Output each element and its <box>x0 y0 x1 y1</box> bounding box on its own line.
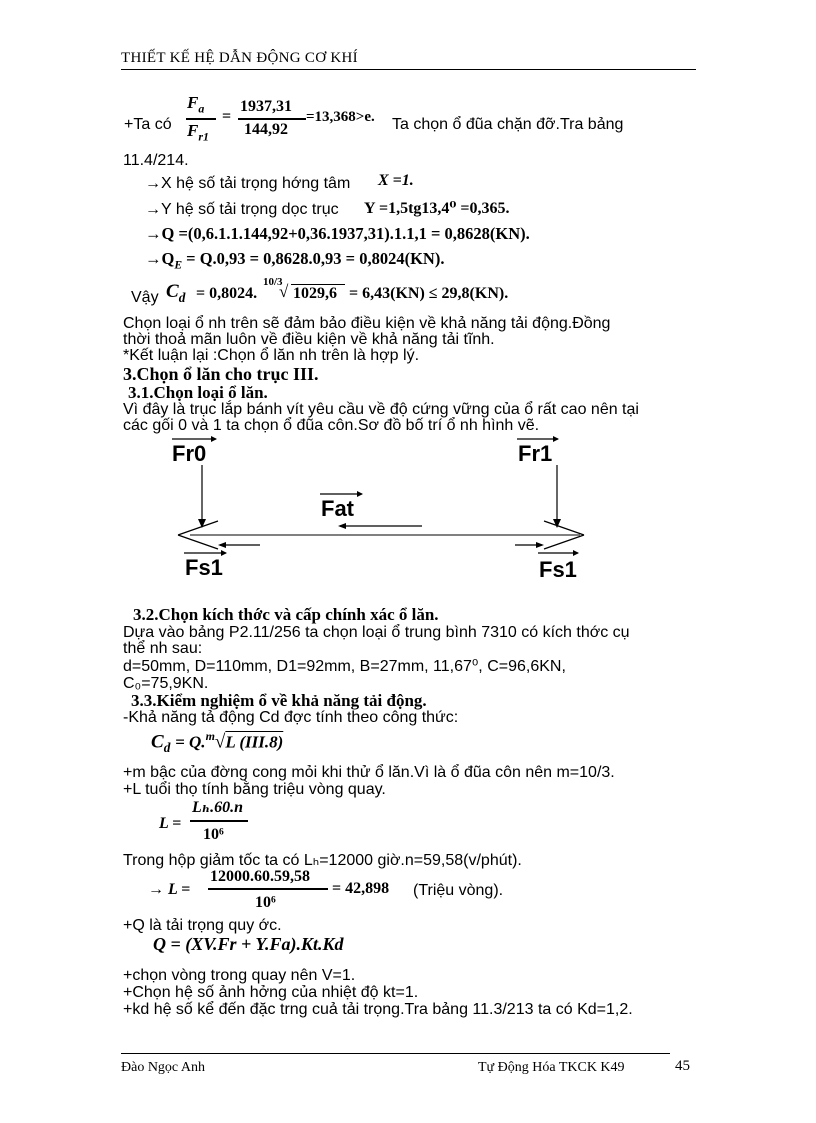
l-explanation: +L tuổi thọ tính bằng triệu vòng quay. <box>123 781 386 798</box>
fat-vector-tip <box>357 491 363 497</box>
cd-formula: $C_d = Q.^m√L$ (III.8) <box>151 729 284 756</box>
cd-symbol: $C_d$ <box>166 281 186 305</box>
root-sign: √ <box>279 282 289 301</box>
fr0-vector-tip <box>211 436 217 442</box>
section32-line1: Dựa vào bảng P2.11/256 ta chọn loại ổ trung bình 7310 có kích thớc cụ <box>123 624 630 641</box>
fs-right-arrow-head <box>536 542 544 548</box>
fs-right-vector-tip <box>573 550 579 556</box>
table-ref: 11.4/214. <box>123 152 189 169</box>
l-formula-lhs: L = <box>159 815 182 832</box>
fs-right-label: Fs1 <box>539 557 577 582</box>
l-calc-result: = 42,898 <box>332 880 390 897</box>
frac2-denominator: 144,92 <box>244 121 288 138</box>
para1-line3: *Kết luận lại :Chọn ổ lăn nh trên là hợp lý. <box>123 347 420 364</box>
cd-eq-part2: = 6,43(KN) ≤ 29,8(KN). <box>349 285 509 302</box>
kd-explanation: +kd hệ số kể đến đặc trng cuả tải trọng.Tra bảng 11.3/213 ta có Kd=1,2. <box>123 1001 633 1018</box>
fs-left-label: Fs1 <box>185 555 223 580</box>
section32-line3: d=50mm, D=110mm, D1=92mm, B=27mm, 11,67⁰, C=96,6KN, <box>123 658 566 675</box>
frac2-numerator: 1937,31 <box>240 98 292 115</box>
section32-title: 3.2.Chọn kích thớc và cấp chính xác ổ lăn. <box>133 605 439 624</box>
vay-label: Vậy <box>131 289 159 306</box>
fr1-denominator: $F_{r1}$ <box>187 121 209 144</box>
l-formula-bar <box>190 820 248 822</box>
l-calc-unit: (Triệu vòng). <box>413 882 504 899</box>
y-coefficient-eq: Y =1,5tg13,4⁰ =0,365. <box>364 200 510 217</box>
para1-line2: thời thoả mãn luôn về điều kiện về khả năng tải tĩnh. <box>123 331 495 348</box>
q-explanation: +Q là tải trọng quy ớc. <box>123 917 282 934</box>
cd-root-index: 10/3 <box>263 276 283 288</box>
section32-line2: thể nh sau: <box>123 640 203 657</box>
fr0-label: Fr0 <box>172 441 207 466</box>
ratio-conclusion: Ta chọn ổ đũa chặn đỡ.Tra bảng <box>392 116 624 133</box>
section3-para-line2: các gối 0 và 1 ta chọn ổ đũa côn.Sơ đồ bố trí ổ nh hình vẽ. <box>123 417 540 434</box>
footer-divider <box>121 1053 670 1054</box>
para1-line1: Chọn loại ổ nh trên sẽ đảm bảo điều kiện về khả năng tải động.Đồng <box>123 315 611 332</box>
m-explanation: +m bậc của đờng cong mỏi khi thử ổ lăn.Vì là ổ đũa côn nên m=10/3. <box>123 764 615 781</box>
section33-line1: -Khả năng tả động Cd đợc tính theo công thức: <box>123 709 459 726</box>
fr1-label: Fr1 <box>518 441 553 466</box>
ratio-result: =13,368>e. <box>306 109 375 125</box>
fraction-bar-2 <box>238 118 306 120</box>
page-number: 45 <box>675 1058 690 1074</box>
section3-para-line1: Vì đây là trục lắp bánh vít yêu cầu về độ cứng vững của ổ rất cao nên tại <box>123 401 639 418</box>
right-bearing-lower <box>544 535 584 549</box>
ta-co-label: +Ta có <box>124 116 172 133</box>
section32-line4: C₀=75,9KN. <box>123 675 209 692</box>
right-bearing-upper <box>544 521 584 535</box>
x-coefficient-eq: X =1. <box>378 172 414 189</box>
header-divider <box>121 69 696 70</box>
q-formula: Q = (XV.Fr + Y.Fa).Kt.Kd <box>153 934 344 954</box>
l-calc-den: 10⁶ <box>255 894 276 911</box>
l-calc-lhs: → L = <box>148 881 191 898</box>
fr1-vector-tip <box>553 436 559 442</box>
footer-author: Đào Ngọc Anh <box>121 1060 205 1075</box>
gearbox-line: Trong hộp giảm tốc ta có Lₕ=12000 giờ.n=59,58(v/phút). <box>123 852 522 869</box>
left-bearing-upper <box>178 521 218 535</box>
fat-arrow-head <box>338 523 346 529</box>
fraction-bar-1 <box>186 118 216 120</box>
equals-sign: = <box>222 108 232 125</box>
cd-root-value: 1029,6 <box>293 285 337 302</box>
fat-label: Fat <box>321 496 354 521</box>
section31-title: 3.1.Chọn loại ổ lăn. <box>128 383 268 402</box>
section3-title: 3.Chọn ổ lăn cho trục III. <box>123 364 319 384</box>
page-header-title: THIẾT KẾ HỆ DẪN ĐỘNG CƠ KHÍ <box>121 50 358 66</box>
l-calc-bar <box>208 888 328 890</box>
y-coefficient-text: →Y hệ số tải trọng dọc trục <box>145 201 339 218</box>
left-bearing-lower <box>178 535 218 549</box>
fa-numerator: $F_a$ <box>187 93 205 116</box>
section33-title: 3.3.Kiểm nghiệm ổ về khả năng tải động. <box>131 691 427 710</box>
l-formula-num: Lₕ.60.n <box>192 799 244 816</box>
q-equation: →Q =(0,6.1.1.144,92+0,36.1937,31).1.1,1 = 0,8628(KN). <box>145 224 530 243</box>
x-coefficient-text: →X hệ số tải trọng hớng tâm <box>145 175 351 192</box>
fs-left-arrow-head <box>218 542 226 548</box>
l-formula-den: 10⁶ <box>203 826 224 843</box>
cd-eq-part1: = 0,8024. <box>196 285 258 302</box>
v-explanation: +chọn vòng trong quay nên V=1. <box>123 967 356 984</box>
kt-explanation: +Chọn hệ số ảnh hởng của nhiệt độ kt=1. <box>123 984 419 1001</box>
footer-department: Tự Động Hóa TKCK K49 <box>478 1060 625 1075</box>
qe-equation: $\to Q_E = Q.0,93 = 0,8628.0,93 = 0,8024(KN)$. <box>145 249 445 272</box>
l-calc-num: 12000.60.59,58 <box>210 868 310 885</box>
